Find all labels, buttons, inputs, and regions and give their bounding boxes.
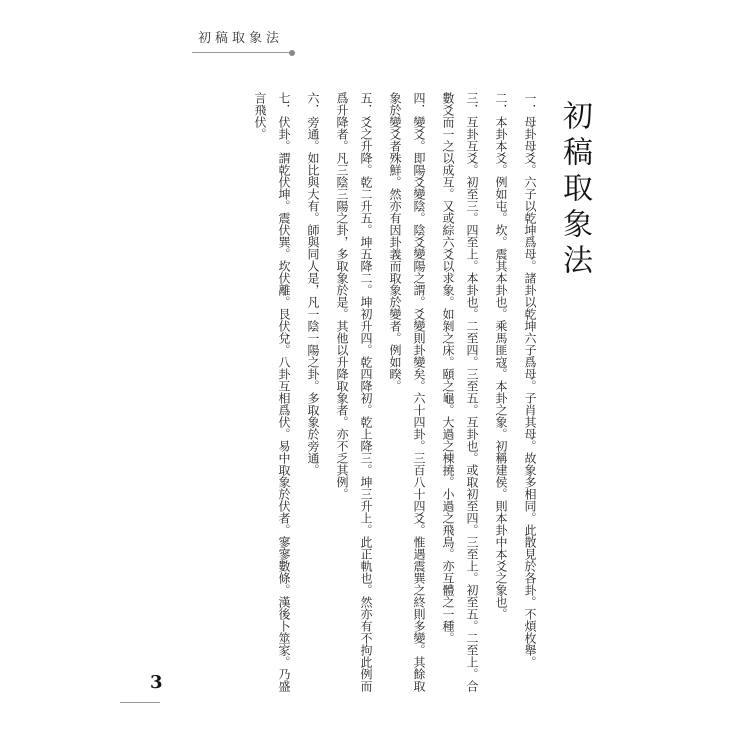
header-rule-dot: [289, 50, 295, 56]
entry-own-trigram: 二．本卦本爻。例如屯。坎。震其本卦也。乘馬匪寇。本卦之象。初稱建侯。則本卦中本爻之象也。: [494, 92, 508, 620]
entry-line-ascent-descent: 五．爻之升降。乾二升五。坤五降二。坤初升四。乾四降初。乾上降三。坤三升上。此正軌也。然亦有不拘此例而爲升降者。凡三陰三陽之卦，多取象於是。其他以升降取象者。亦不乏其例。: [335, 92, 373, 692]
header-rule: [192, 52, 292, 53]
page-number: 3: [150, 672, 163, 693]
entry-mother-trigram: 一．母卦母爻。六子以乾坤爲母。諸卦以乾坤六子爲母。子肖其母。故象多相同。此散見於各卦。不煩枚舉。: [523, 92, 537, 668]
entry-hidden-trigram: 七．伏卦。謂乾伏坤。震伏巽。坎伏離。艮伏兌。八卦互相爲伏。易中取象於伏者。寥寥數條。漢後卜筮家。乃盛言飛伏。: [253, 92, 291, 692]
article-body: [243, 92, 592, 692]
entry-side-linkage: 六．旁通。如比與大有。師與同人是，凡一陰一陽之卦。多取象於旁通。: [306, 92, 320, 476]
article-title: 初稿取象法: [557, 100, 592, 280]
running-header: 初稿取象法: [198, 31, 284, 46]
footer-rule: [120, 702, 160, 703]
entry-mutual-trigram: 三．互卦互爻。初至三。四至上。本卦也。二至四。三至五。互卦也。或取初至四。三至上。初至五。二至上。合數爻而一之以成互。又或綜六爻以求象。如剝之床。頤之龜。大過之棟撓。小過之飛鳥。亦互體之一種。: [441, 92, 479, 692]
entry-changing-line: 四．變爻。即陽爻變陰。陰爻變陽之謂。爻變則卦變矣。六十四卦。三百八十四爻。惟遇震巽之終則多變。其餘取象於變爻者殊鮮。然亦有因卦義而取象於變者。例如睽。: [388, 92, 426, 692]
